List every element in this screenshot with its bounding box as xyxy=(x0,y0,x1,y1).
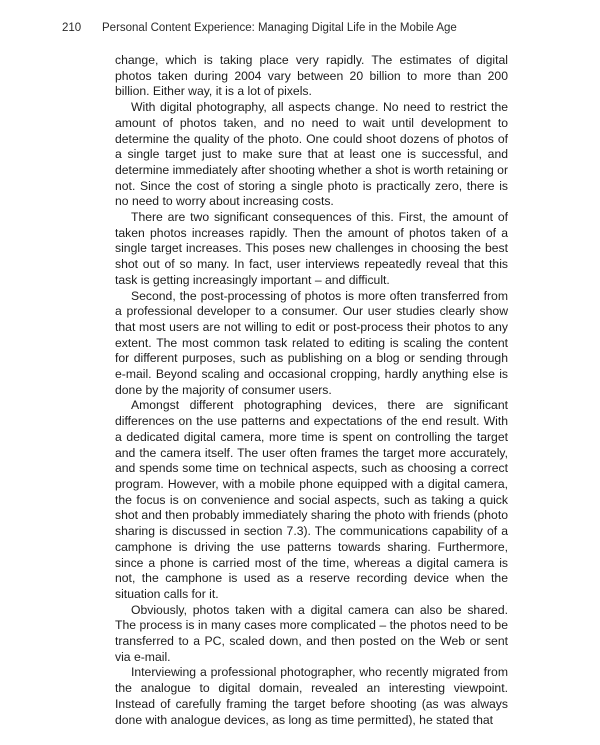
paragraph-devices: Amongst different photographing devices, there are significant differences on the use patterns and expectations of the end result. With a dedicated digital camera, more time is spent on controlling the target and the camera itself. The user often frames the target more accurately, and spends some time on technical aspects, such as choosing a correct program. However, with a mobile phone equipped with a digital camera, the focus is on convenience and social aspects, such as taking a quick shot and then probably immediately sharing the photo with friends (photo sharing is discussed in section 7.3). The communications capability of a camphone is driving the use patterns towards sharing. Furthermore, since a phone is carried most of the time, whereas a digital camera is not, the camphone is used as a reserve recording device when the situation calls for it. xyxy=(115,398,508,601)
paragraph-post-processing: Second, the post-processing of photos is more often transferred from a professional developer to a consumer. Our user studies clearly show that most users are not willing to edit or post-process their photos to any extent. The most common task related to editing is scaling the content for different purposes, such as publishing on a blog or sending through e-mail. Beyond scaling and occasional cropping, hardly anything else is done by the majority of consumer users. xyxy=(115,288,508,397)
page-number: 210 xyxy=(62,22,82,34)
running-head xyxy=(62,21,560,35)
paragraph-digital-photography: With digital photography, all aspects change. No need to restrict the amount of photos taken, and no need to wait until development to determine the quality of the photo. One could shoot dozens of photos of a single target just to make sure that at least one is successful, and determine immediately after shooting whether a shot is worth retaining or not. Since the cost of storing a single photo is practically zero, there is no need to worry about increasing costs. xyxy=(115,100,508,209)
paragraph-sharing: Obviously, photos taken with a digital camera can also be shared. The process is in many cases more complicated – the photos need to be transferred to a PC, scaled down, and then posted on the Web or sent via e-mail. xyxy=(115,602,508,664)
running-head-title: Personal Content Experience: Managing Digital Life in the Mobile Age xyxy=(102,22,457,34)
paragraph-consequences: There are two significant consequences of this. First, the amount of taken photos increases rapidly. Then the amount of photos taken of a single target increases. This poses new challenges in choosing the best shot out of so many. In fact, user interviews repeatedly reveal that this task is getting increasingly important – and difficult. xyxy=(115,210,508,287)
paragraph-continued: change, which is taking place very rapidly. The estimates of digital photos taken during 2004 vary between 20 billion to more than 200 billion. Either way, it is a lot of pixels. xyxy=(115,53,508,99)
body-text xyxy=(115,53,508,728)
paragraph-photographer: Interviewing a professional photographer, who recently migrated from the analogue to digital domain, revealed an interesting viewpoint. Instead of carefully framing the target before shooting (as was always done with analogue devices, as long as time permitted), he stated that xyxy=(115,665,508,727)
